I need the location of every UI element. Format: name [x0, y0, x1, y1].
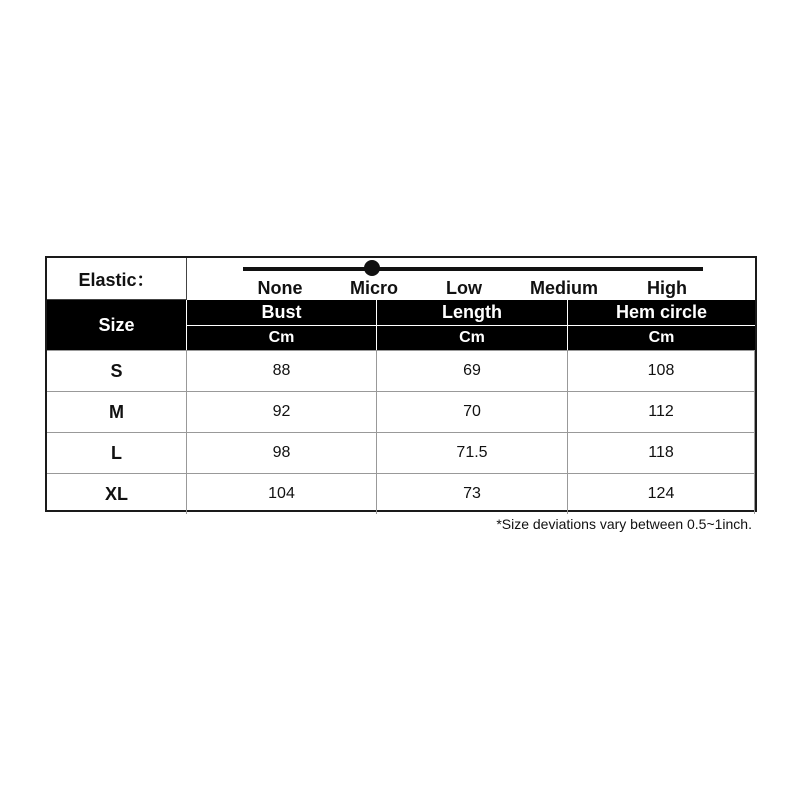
unit-label-hem-circle: Cm [568, 325, 755, 350]
size-cell: L [47, 432, 187, 473]
size-deviation-note: *Size deviations vary between 0.5~1inch. [496, 516, 752, 532]
size-cell: M [47, 391, 187, 432]
bust-value: 104 [187, 473, 377, 514]
bust-value: 88 [187, 350, 377, 391]
hem-circle-value: 118 [568, 432, 755, 473]
elastic-scale-line [243, 267, 703, 271]
elastic-level-micro: Micro [349, 278, 399, 298]
elastic-level-high: High [647, 278, 687, 298]
unit-label-length: Cm [377, 325, 568, 350]
hem-circle-value: 108 [568, 350, 755, 391]
elastic-scale [188, 258, 755, 300]
column-header-hem-circle: Hem circle [568, 300, 755, 325]
elastic-level-medium: Medium [529, 278, 599, 298]
length-value: 70 [377, 391, 568, 432]
length-value: 73 [377, 473, 568, 514]
length-value: 71.5 [377, 432, 568, 473]
size-cell: S [47, 350, 187, 391]
column-header-length: Length [377, 300, 568, 325]
hem-circle-value: 112 [568, 391, 755, 432]
elastic-level-low: Low [446, 278, 482, 298]
bust-value: 92 [187, 391, 377, 432]
size-header: Size [47, 300, 187, 350]
elastic-selected-dot [364, 260, 380, 276]
hem-circle-value: 124 [568, 473, 755, 514]
elastic-level-none: None [257, 278, 303, 298]
elastic-label: Elastic： [47, 258, 187, 300]
size-chart-table [45, 256, 757, 512]
unit-label-bust: Cm [187, 325, 377, 350]
length-value: 69 [377, 350, 568, 391]
size-cell: XL [47, 473, 187, 514]
column-header-bust: Bust [187, 300, 377, 325]
bust-value: 98 [187, 432, 377, 473]
